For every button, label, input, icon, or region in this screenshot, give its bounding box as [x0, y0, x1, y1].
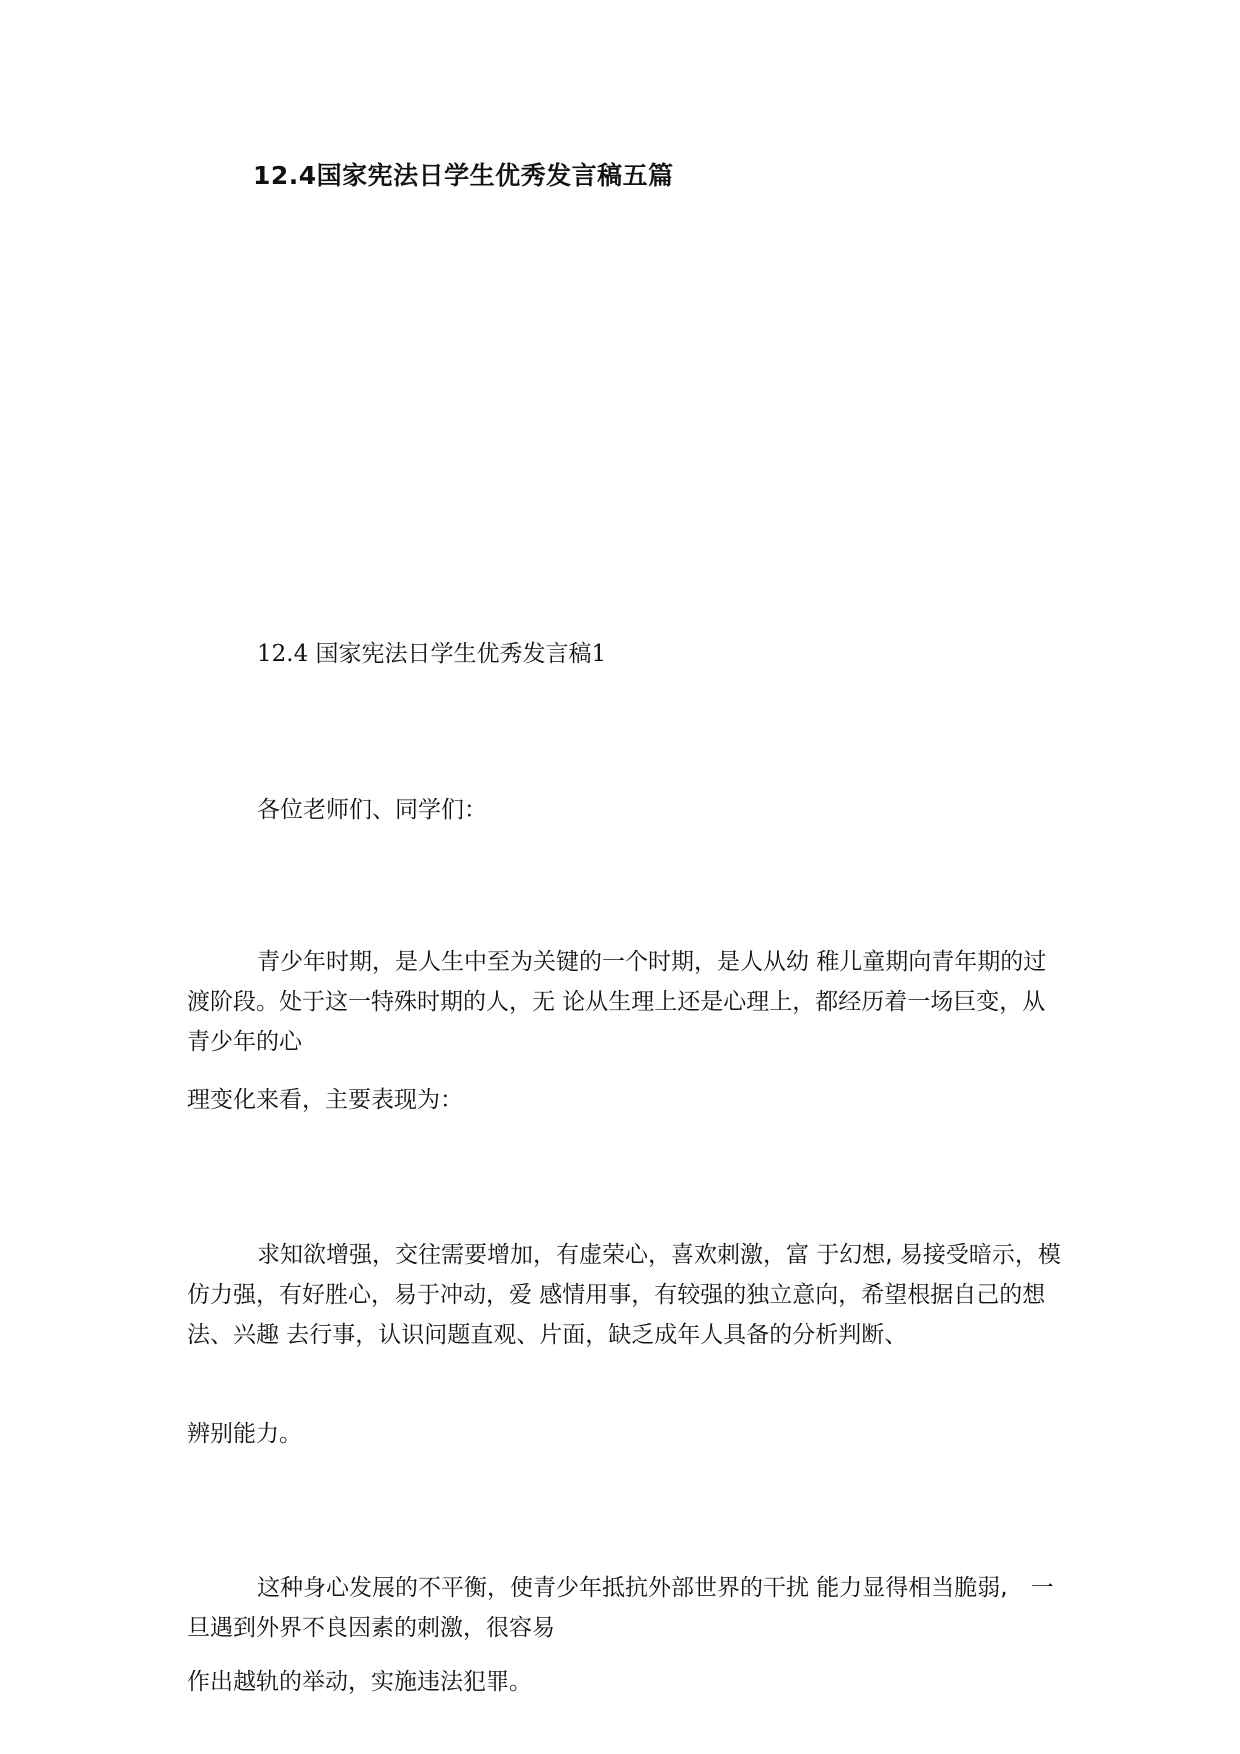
paragraph-3: 这种身心发展的不平衡，使青少年抵抗外部世界的干扰 能力显得相当脆弱, 一旦遇到外界不良因素的刺激，很容易: [187, 1575, 1054, 1641]
document-title: 12.4国家宪法日学生优秀发言稿五篇: [253, 161, 674, 190]
paragraph-2-continuation: 辨别能力。: [187, 1421, 302, 1447]
section-title: 12.4 国家宪法日学生优秀发言稿1: [257, 641, 607, 667]
paragraph-1: 青少年时期，是人生中至为关键的一个时期，是人从幼 稚儿童期向青年期的过渡阶段。处于这一特殊时期的人，无 论从生理上还是心理上，都经历着一场巨变，从青少年的心: [187, 949, 1047, 1055]
paragraph-1-continuation: 理变化来看，主要表现为：: [187, 1087, 463, 1113]
paragraph-3-continuation: 作出越轨的举动，实施违法犯罪。: [187, 1669, 532, 1695]
paragraph-2: 求知欲增强，交往需要增加，有虚荣心，喜欢刺激，富 于幻想, 易接受暗示，模仿力强，有好胜心，易于冲动，爱 感情用事，有较强的独立意向，希望根据自己的想法、兴趣 去行事，认识问题直观、片面，缺乏成年人具备的分析判断、: [187, 1242, 1061, 1348]
salutation: 各位老师们、同学们：: [257, 797, 487, 823]
